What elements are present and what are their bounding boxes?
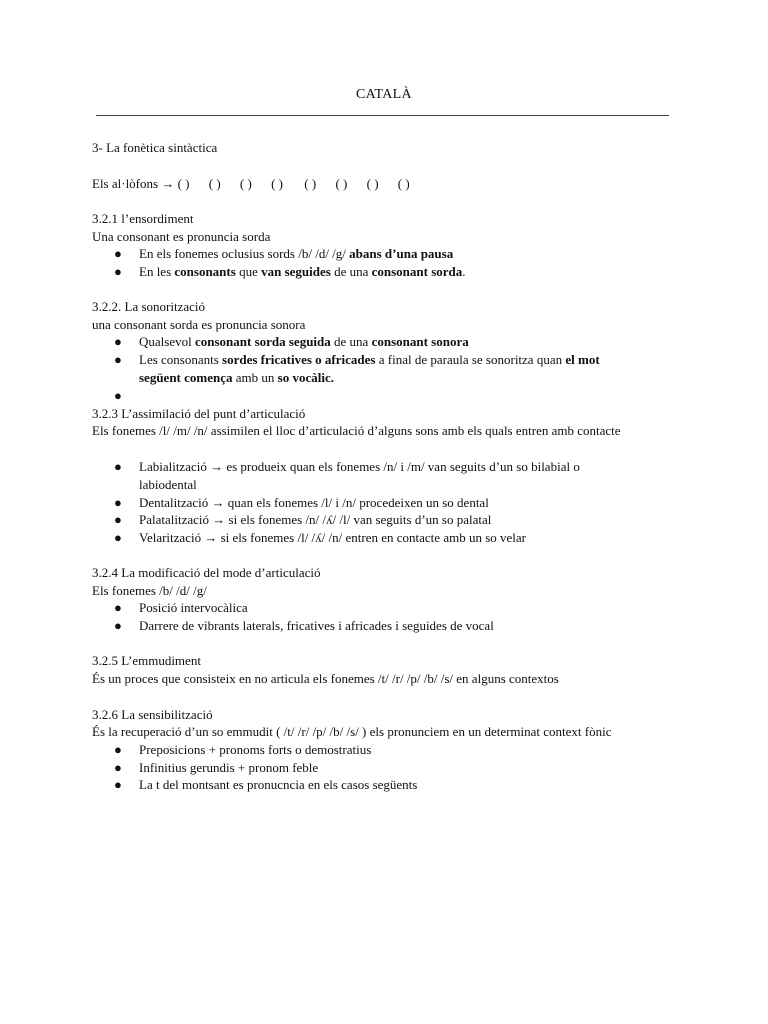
- list-item-continuation: labiodental: [139, 477, 197, 492]
- bullet-dot: ●: [114, 495, 122, 510]
- list-item: Velarització → si els fonemes /l/ /ʎ/ /n/ entren en contacte amb un so velar: [139, 530, 526, 545]
- list-item: Darrere de vibrants laterals, fricatives i africades i seguides de vocal: [139, 618, 494, 633]
- bullet-dot: ●: [114, 600, 122, 615]
- section-324-intro: Els fonemes /b/ /d/ /g/: [92, 583, 207, 598]
- bullet-dot: ●: [114, 760, 122, 775]
- allophone-slot: ( ): [397, 176, 410, 191]
- allophone-slot: ( ): [335, 176, 348, 191]
- list-item: Les consonants sordes fricatives o africades a final de paraula se sonoritza quan el mot: [139, 352, 600, 367]
- section-325-intro: És un proces que consisteix en no articula els fonemes /t/ /r/ /p/ /b/ /s/ en alguns contextos: [92, 671, 559, 686]
- bullet-dot: ●: [114, 334, 122, 349]
- bullet-dot: ●: [114, 264, 122, 279]
- section-326-heading: 3.2.6 La sensibilització: [92, 707, 213, 722]
- page-title: CATALÀ: [356, 87, 412, 102]
- list-item: Dentalització → quan els fonemes /l/ i /n/ procedeixen un so dental: [139, 495, 489, 510]
- list-item: Posició intervocàlica: [139, 600, 248, 615]
- list-item: En els fonemes oclusius sords /b/ /d/ /g/ abans d’una pausa: [139, 246, 454, 261]
- allophone-slot: ( ): [208, 176, 221, 191]
- section-322-heading: 3.2.2. La sonorització: [92, 299, 205, 314]
- section-321-intro: Una consonant es pronuncia sorda: [92, 229, 271, 244]
- allophones-label: Els al·lòfons →: [92, 176, 175, 191]
- allophone-slot: ( ): [271, 176, 284, 191]
- bullet-dot: ●: [114, 777, 122, 792]
- bullet-dot: ●: [114, 388, 122, 403]
- section-324-heading: 3.2.4 La modificació del mode d’articulació: [92, 565, 321, 580]
- allophone-slot: ( ): [304, 176, 317, 191]
- list-item: Palatalització → si els fonemes /n/ /ʎ/ /l/ van seguits d’un so palatal: [139, 512, 492, 527]
- bullet-dot: ●: [114, 352, 122, 367]
- bullet-dot: ●: [114, 618, 122, 633]
- list-item: La t del montsant es pronucncia en els casos següents: [139, 777, 418, 792]
- list-item: Qualsevol consonant sorda seguida de una consonant sonora: [139, 334, 469, 349]
- list-item: Labialització → es produeix quan els fonemes /n/ i /m/ van seguits d’un so bilabial o: [139, 459, 580, 474]
- section-322-intro: una consonant sorda es pronuncia sonora: [92, 317, 306, 332]
- list-item-continuation: següent comença amb un so vocàlic.: [139, 370, 334, 385]
- allophones-line: [92, 175, 410, 193]
- section-326-intro: És la recuperació d’un so emmudit ( /t/ /r/ /p/ /b/ /s/ ) els pronunciem en un determinat context fònic: [92, 724, 612, 739]
- section-323-heading: 3.2.3 L’assimilació del punt d’articulació: [92, 406, 306, 421]
- bullet-dot: ●: [114, 459, 122, 474]
- title-divider: [96, 115, 669, 116]
- section-325-heading: 3.2.5 L’emmudiment: [92, 653, 201, 668]
- bullet-dot: ●: [114, 530, 122, 545]
- allophone-slot: ( ): [177, 176, 190, 191]
- section-323-intro: Els fonemes /l/ /m/ /n/ assimilen el lloc d’articulació d’alguns sons amb els quals entren amb contacte: [92, 423, 621, 438]
- allophone-slot: ( ): [366, 176, 379, 191]
- list-item: En les consonants que van seguides de una consonant sorda.: [139, 264, 466, 279]
- allophone-slot: ( ): [239, 176, 252, 191]
- section-321-heading: 3.2.1 l’ensordiment: [92, 211, 194, 226]
- section-3-heading: 3- La fonètica sintàctica: [92, 140, 218, 155]
- list-item: Infinitius gerundis + pronom feble: [139, 760, 319, 775]
- list-item: Preposicions + pronoms forts o demostratius: [139, 742, 372, 757]
- bullet-dot: ●: [114, 246, 122, 261]
- bullet-dot: ●: [114, 742, 122, 757]
- bullet-dot: ●: [114, 512, 122, 527]
